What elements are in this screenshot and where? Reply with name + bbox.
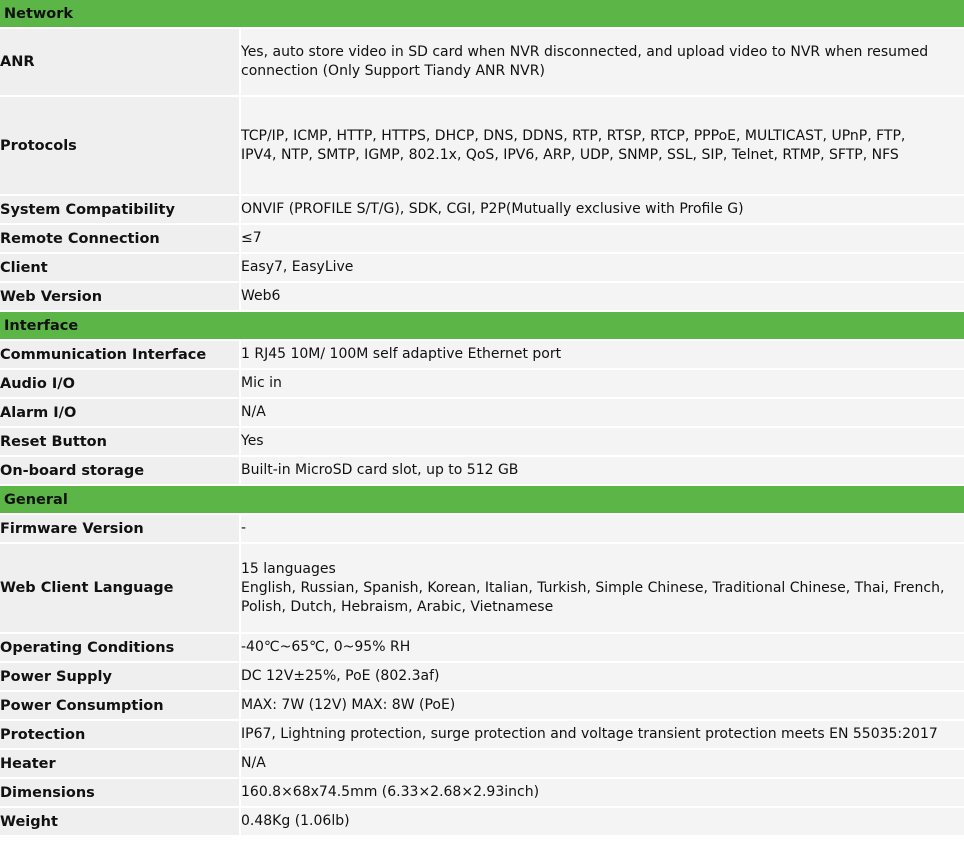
row-label: Protection	[0, 721, 241, 750]
row-value: MAX: 7W (12V) MAX: 8W (PoE)	[241, 692, 964, 721]
spec-row-dimensions	[0, 779, 964, 808]
row-value: 1 RJ45 10M/ 100M self adaptive Ethernet port	[241, 341, 964, 370]
section-header-general	[0, 486, 964, 515]
row-label: Heater	[0, 750, 241, 779]
value-line: English, Russian, Spanish, Korean, Italian, Turkish, Simple Chinese, Traditional Chinese, Thai, French,	[241, 579, 945, 596]
spec-row-system-compatibility	[0, 196, 964, 225]
section-title: Network	[0, 0, 964, 29]
row-label: Power Consumption	[0, 692, 241, 721]
row-label: Web Client Language	[0, 544, 241, 634]
row-label: Power Supply	[0, 663, 241, 692]
spec-row-audio-io	[0, 370, 964, 399]
spec-row-protocols	[0, 97, 964, 196]
row-label: Audio I/O	[0, 370, 241, 399]
spec-row-communication-interface	[0, 341, 964, 370]
row-label: Remote Connection	[0, 225, 241, 254]
spec-row-web-client-language	[0, 544, 964, 634]
spec-row-power-consumption	[0, 692, 964, 721]
spec-row-heater	[0, 750, 964, 779]
row-value: N/A	[241, 750, 964, 779]
row-label: Weight	[0, 808, 241, 837]
spec-row-operating-conditions	[0, 634, 964, 663]
value-line: Yes, auto store video in SD card when NVR disconnected, and upload video to NVR when resumed	[241, 44, 929, 60]
value-line: connection (Only Support Tiandy ANR NVR)	[241, 63, 545, 79]
spec-row-alarm-io	[0, 399, 964, 428]
section-header-network	[0, 0, 964, 29]
row-value	[241, 29, 964, 97]
row-label: Operating Conditions	[0, 634, 241, 663]
spec-row-reset-button	[0, 428, 964, 457]
spec-row-web-version	[0, 283, 964, 312]
section-title: General	[0, 486, 964, 515]
section-title: Interface	[0, 312, 964, 341]
row-value: DC 12V±25%, PoE (802.3af)	[241, 663, 964, 692]
spec-row-onboard-storage	[0, 457, 964, 486]
row-label: Client	[0, 254, 241, 283]
value-line: Polish, Dutch, Hebraism, Arabic, Vietnamese	[241, 598, 554, 615]
row-value: -	[241, 515, 964, 544]
row-value: ≤7	[241, 225, 964, 254]
row-value: ONVIF (PROFILE S/T/G), SDK, CGI, P2P(Mutually exclusive with Profile G)	[241, 196, 964, 225]
spec-row-anr	[0, 29, 964, 97]
spec-row-protection	[0, 721, 964, 750]
value-line: TCP/IP, ICMP, HTTP, HTTPS, DHCP, DNS, DDNS, RTP, RTSP, RTCP, PPPoE, MULTICAST, UPnP, FTP,	[241, 127, 906, 144]
spec-row-remote-connection	[0, 225, 964, 254]
row-value: Built-in MicroSD card slot, up to 512 GB	[241, 457, 964, 486]
row-label: Protocols	[0, 97, 241, 196]
section-header-interface	[0, 312, 964, 341]
value-line: IPV4, NTP, SMTP, IGMP, 802.1x, QoS, IPV6, ARP, UDP, SNMP, SSL, SIP, Telnet, RTMP, SFTP, NFS	[241, 146, 899, 163]
row-value: Yes	[241, 428, 964, 457]
row-label: Dimensions	[0, 779, 241, 808]
row-value: N/A	[241, 399, 964, 428]
row-value: 160.8×68x74.5mm (6.33×2.68×2.93inch)	[241, 779, 964, 808]
spec-row-power-supply	[0, 663, 964, 692]
spec-row-client	[0, 254, 964, 283]
row-value: IP67, Lightning protection, surge protection and voltage transient protection meets EN 55035:2017	[241, 721, 964, 750]
row-label: Reset Button	[0, 428, 241, 457]
row-label: Alarm I/O	[0, 399, 241, 428]
value-line: 15 languages	[241, 560, 336, 577]
spec-row-weight	[0, 808, 964, 837]
row-label: Web Version	[0, 283, 241, 312]
row-value: -40℃~65℃, 0~95% RH	[241, 634, 964, 663]
spec-row-firmware-version	[0, 515, 964, 544]
row-value: Web6	[241, 283, 964, 312]
row-value	[241, 544, 964, 634]
row-value: Mic in	[241, 370, 964, 399]
row-label: On-board storage	[0, 457, 241, 486]
row-label: Communication Interface	[0, 341, 241, 370]
row-value: Easy7, EasyLive	[241, 254, 964, 283]
row-label: System Compatibility	[0, 196, 241, 225]
row-value	[241, 97, 964, 196]
row-value: 0.48Kg (1.06lb)	[241, 808, 964, 837]
row-label: Firmware Version	[0, 515, 241, 544]
row-label: ANR	[0, 29, 241, 97]
